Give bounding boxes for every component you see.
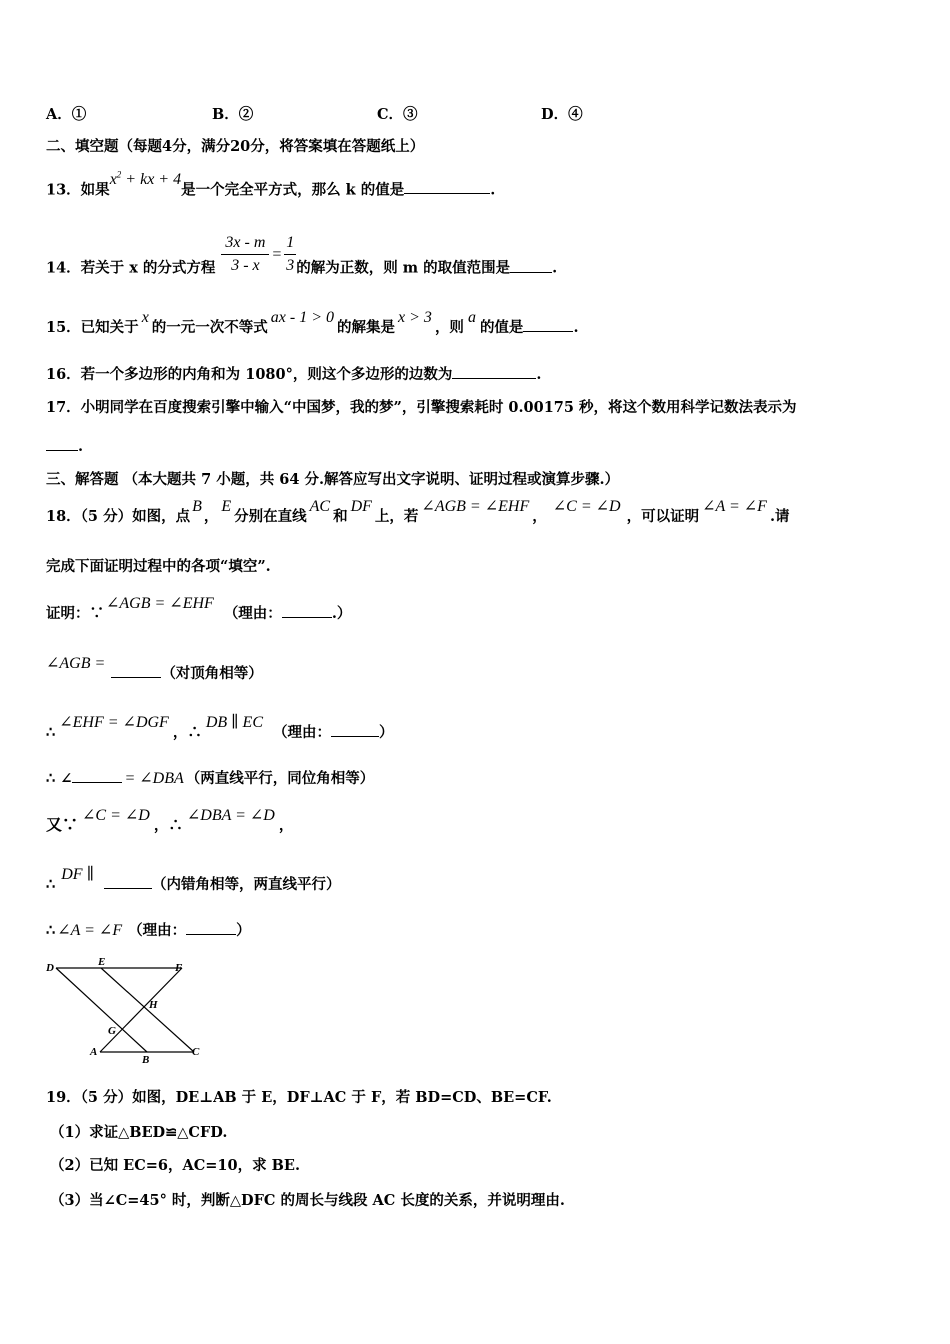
proof-l7-end: ） (236, 922, 251, 939)
proof-l3-blank[interactable] (331, 722, 379, 737)
q18-line-ac: AC (309, 498, 331, 515)
q14-right-numerator: 1 (284, 232, 296, 255)
question-16 (46, 364, 541, 385)
question-17: 17．小明同学在百度搜索引擎中输入“中国梦，我的梦”，引擎搜索耗时 0.00175 秒，将这个数用科学记数法表示为 (46, 399, 797, 416)
q13-answer-blank[interactable] (404, 179, 490, 194)
q18-point-b: B (192, 498, 202, 515)
proof-l4-blank[interactable] (72, 768, 122, 783)
question-19: 19．（5 分）如图，DE⊥AB 于 E，DF⊥AC 于 F，若 BD=CD、BE=CF. (46, 1089, 552, 1106)
proof-l4-pre: ∴ ∠ (46, 770, 73, 787)
proof-l3-reason: （理由： (273, 724, 331, 741)
q13-post: 是一个完全平方式，那么 k 的值是 (181, 181, 405, 199)
q14-fraction-right (284, 232, 296, 277)
q13-sup: 2 (116, 170, 122, 180)
label-e: E (98, 956, 106, 968)
option-a: A．① (46, 106, 87, 123)
q13-pre: 13．如果 (46, 181, 110, 199)
q15-end: . (573, 319, 579, 336)
q15-x: x (141, 309, 149, 326)
proof-line-3 (46, 714, 394, 743)
q14-fraction-left (221, 232, 269, 277)
q14-answer-blank[interactable] (510, 258, 552, 273)
option-b: B．② (212, 106, 254, 123)
proof-l6-pre: ∴ (46, 876, 56, 893)
q15-a: a (467, 309, 476, 326)
q15-answer-blank[interactable] (523, 317, 573, 332)
proof-l3-math: ∠EHF = ∠DGF (59, 714, 169, 731)
q14-equals: = (271, 245, 283, 263)
q15-pre: 15．已知关于 (46, 319, 139, 336)
proof-l6-reason: （内错角相等，两直线平行） (151, 876, 341, 893)
q16-end: . (536, 366, 542, 383)
proof-line-7 (46, 920, 251, 941)
question-18-line-2: 完成下面证明过程中的各项“填空”. (46, 558, 271, 575)
line-ec (101, 968, 194, 1052)
question-15 (46, 309, 579, 338)
q19-part-1: （1）求证△BED≌△CFD. (50, 1124, 228, 1141)
q14-pre: 14．若关于 x 的分式方程 (46, 259, 216, 277)
proof-l3-mid: ，∴ (172, 724, 202, 741)
label-a: A (90, 1046, 98, 1058)
q16-answer-blank[interactable] (452, 364, 536, 379)
line-db (56, 968, 147, 1052)
q18-mid3: ，可以证明 (626, 508, 700, 525)
proof-l6-blank[interactable] (104, 874, 152, 889)
proof-l6-math: DF ∥ (61, 866, 94, 883)
proof-l4-math: = ∠DBA (124, 770, 184, 787)
proof-line-6 (46, 866, 341, 895)
proof-line-4 (46, 768, 374, 789)
geometry-figure (44, 956, 214, 1066)
q14-end: . (552, 259, 558, 277)
proof-l3-math2: DB ∥ EC (205, 714, 263, 731)
q14-numerator: 3x - m (221, 232, 269, 255)
q18-line-df: DF (350, 498, 372, 515)
label-g: G (108, 1025, 116, 1037)
proof-l7-blank[interactable] (186, 920, 236, 935)
q15-solution: x > 3 (398, 309, 432, 326)
question-17-answer (46, 436, 83, 457)
line-af (100, 968, 182, 1052)
proof-l4-reason: （两直线平行，同位角相等） (185, 770, 375, 787)
label-f: F (175, 962, 183, 974)
section-3-header: 三、解答题 （本大题共 7 小题，共 64 分.解答应写出文字说明、证明过程或演算步骤.） (46, 471, 620, 488)
proof-l7-pre: ∴ (46, 922, 56, 939)
question-13 (46, 170, 496, 200)
q18-comma2: ， (532, 508, 547, 525)
q18-condition-2: ∠C = ∠D (552, 498, 621, 515)
q18-and: 和 (333, 508, 348, 525)
proof-l1-end: .） (331, 605, 352, 622)
proof-l3-end: ） (379, 724, 394, 741)
q18-pre: 18．（5 分）如图，点 (46, 508, 191, 525)
proof-l7-reason: （理由： (128, 922, 187, 939)
proof-l2-blank[interactable] (111, 663, 161, 678)
q18-conclusion: ∠A = ∠F (702, 498, 767, 515)
q17-answer-blank[interactable] (46, 436, 78, 451)
proof-line-2 (46, 655, 263, 684)
q15-mid1: 的一元一次不等式 (151, 319, 268, 336)
q18-mid2: 上，若 (374, 508, 419, 525)
proof-l1-math: ∠AGB = ∠EHF (106, 595, 214, 612)
label-h: H (149, 999, 158, 1011)
q16-text: 16．若一个多边形的内角和为 1080°，则这个多边形的边数为 (46, 366, 453, 383)
q13-end: . (490, 181, 496, 199)
q18-mid1: 分别在直线 (234, 508, 307, 525)
label-c: C (192, 1046, 200, 1058)
q14-right-denominator: 3 (286, 257, 295, 274)
q18-point-e: E (221, 498, 232, 515)
proof-l2-reason: （对顶角相等） (161, 665, 263, 682)
q15-mid3: ，则 (434, 319, 464, 336)
question-18 (46, 498, 790, 527)
proof-line-1 (46, 595, 352, 624)
proof-l5-math: ∠C = ∠D (82, 807, 150, 824)
proof-l7-math: ∠A = ∠F (57, 922, 123, 939)
q18-end: .请 (769, 508, 790, 525)
proof-l1-blank[interactable] (282, 603, 332, 618)
q13-expression (110, 171, 181, 188)
label-d: D (46, 962, 54, 974)
option-c: C．③ (377, 106, 418, 123)
section-2-header: 二、填空题（每题4分，满分20分，将答案填在答题纸上） (46, 138, 425, 155)
q15-inequality: ax - 1 > 0 (270, 309, 335, 326)
label-b: B (142, 1054, 150, 1066)
q13-x: x (109, 171, 117, 189)
q15-mid2: 的解集是 (337, 319, 396, 336)
proof-l1-reason: （理由： (223, 605, 282, 622)
q13-rest: + kx + 4 (121, 171, 182, 189)
option-d: D．④ (541, 106, 583, 123)
q17-end: . (78, 438, 84, 455)
q14-post: 的解为正数，则 m 的取值范围是 (296, 259, 511, 277)
proof-l5-end: ， (278, 817, 294, 834)
q18-comma1: ， (203, 508, 219, 525)
q19-part-3: （3）当∠C=45° 时，判断△DFC 的周长与线段 AC 长度的关系，并说明理由. (50, 1192, 565, 1209)
proof-l2-math: ∠AGB = (46, 655, 106, 672)
proof-line-5 (46, 807, 294, 836)
proof-l5-pre: 又∵ (46, 815, 79, 834)
q14-denominator: 3 - x (231, 257, 260, 274)
question-14 (46, 234, 558, 291)
proof-l5-math2: ∠DBA = ∠D (186, 807, 275, 824)
proof-l3-pre: ∴ (46, 724, 56, 741)
q19-part-2: （2）已知 EC=6，AC=10，求 BE. (50, 1157, 300, 1174)
proof-l5-mid: ，∴ (153, 817, 183, 834)
proof-l1-pre: 证明：∵ (46, 605, 104, 622)
q18-condition-1: ∠AGB = ∠EHF (421, 498, 530, 515)
q15-post: 的值是 (479, 319, 524, 336)
